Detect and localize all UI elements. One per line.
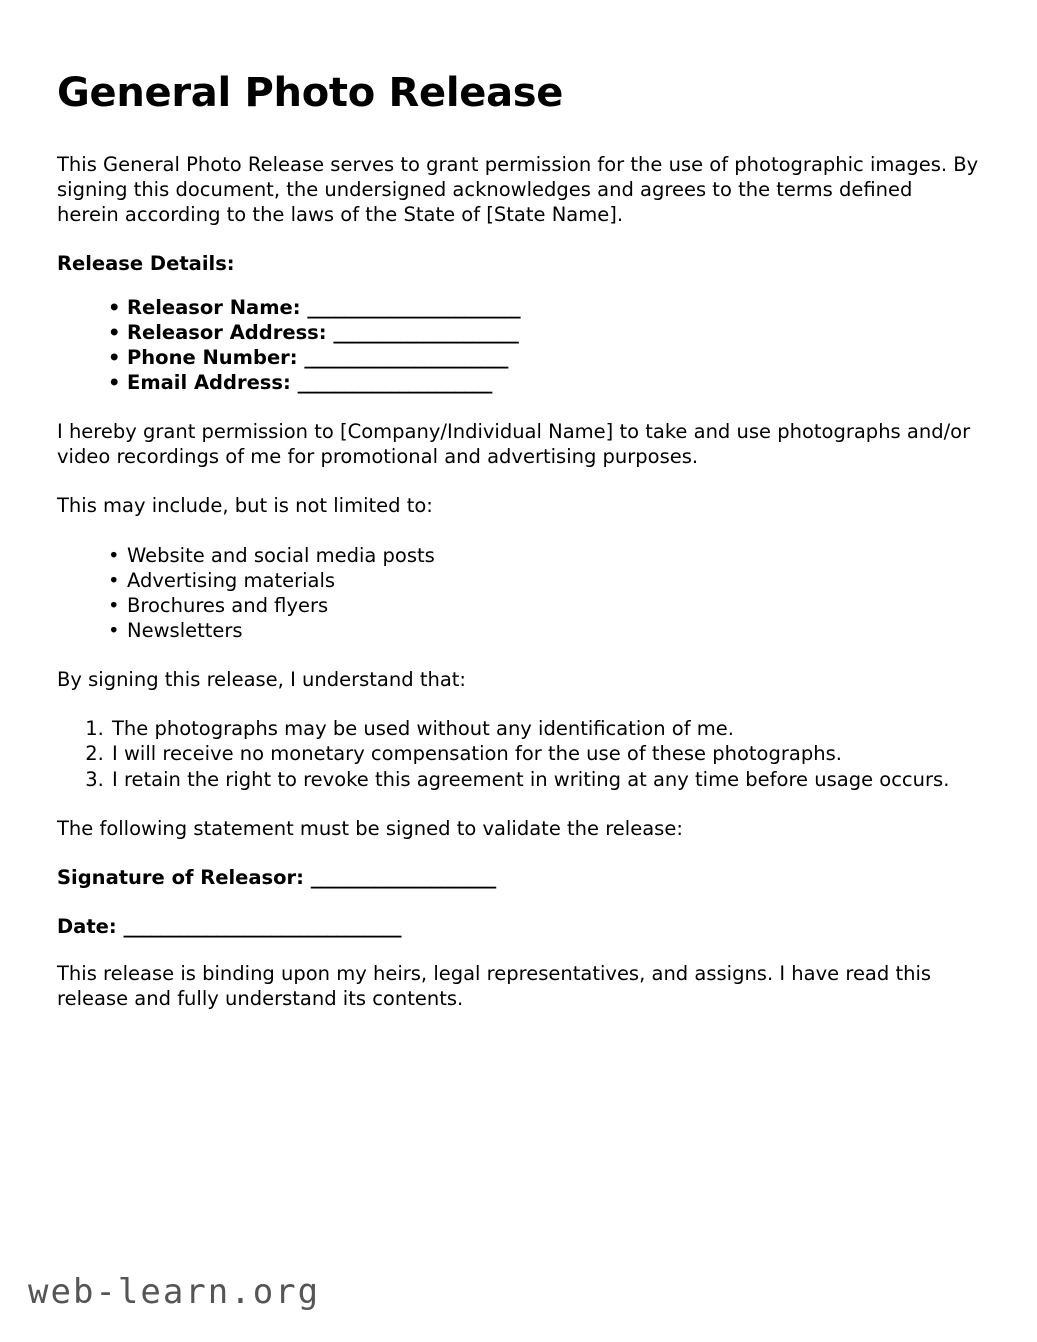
list-item: • Website and social media posts (108, 543, 980, 568)
site-watermark: web-learn.org (28, 1272, 321, 1312)
validate-paragraph: The following statement must be signed to validate the release: (57, 816, 683, 840)
closing-paragraph: This release is binding upon my heirs, legal representatives, and assigns. I have read this release and fully understand its contents. (57, 962, 932, 1011)
date-blank[interactable]: ______________________________ (123, 914, 401, 938)
detail-blank[interactable]: _____________________ (297, 370, 492, 394)
signature-blank[interactable]: ____________________ (310, 865, 496, 889)
signature-label: Signature of Releasor: (57, 865, 304, 889)
intro-paragraph: This General Photo Release serves to grant permission for the use of photographic images. By signing this document, the undersigned acknowledges and agrees to the terms defined herein according to the laws of the State of [State Name]. (57, 153, 979, 227)
usage-list (57, 543, 980, 644)
detail-blank[interactable]: _______________________ (307, 295, 521, 319)
usage-intro-paragraph: This may include, but is not limited to: (57, 494, 433, 518)
detail-blank[interactable]: ____________________ (333, 320, 519, 344)
detail-label: Email Address: (127, 370, 291, 394)
list-item: • Newsletters (108, 618, 980, 643)
understand-intro-paragraph: By signing this release, I understand that: (57, 668, 466, 692)
list-item: • Advertising materials (108, 568, 980, 593)
date-field-row (57, 914, 980, 939)
list-item: 3. I retain the right to revoke this agreement in writing at any time before usage occurs. (110, 767, 980, 792)
understand-list (57, 716, 980, 791)
list-item (108, 320, 980, 345)
grant-paragraph: I hereby grant permission to [Company/Individual Name] to take and use photographs and/or video recordings of me for promotional and advertising purposes. (57, 420, 971, 469)
date-label: Date: (57, 914, 117, 938)
release-details-heading: Release Details: (57, 252, 235, 276)
list-item: • Brochures and flyers (108, 593, 980, 618)
list-item: 2. I will receive no monetary compensation for the use of these photographs. (110, 741, 980, 766)
list-item (108, 295, 980, 320)
detail-label: Releasor Name: (127, 295, 301, 319)
detail-blank[interactable]: ______________________ (304, 345, 508, 369)
list-item (108, 345, 980, 370)
page-title: General Photo Release (57, 70, 564, 116)
detail-label: Releasor Address: (127, 320, 327, 344)
detail-label: Phone Number: (127, 345, 298, 369)
signature-field-row (57, 865, 980, 890)
list-item: 1. The photographs may be used without any identification of me. (110, 716, 980, 741)
release-details-list (57, 295, 980, 396)
list-item (108, 370, 980, 395)
